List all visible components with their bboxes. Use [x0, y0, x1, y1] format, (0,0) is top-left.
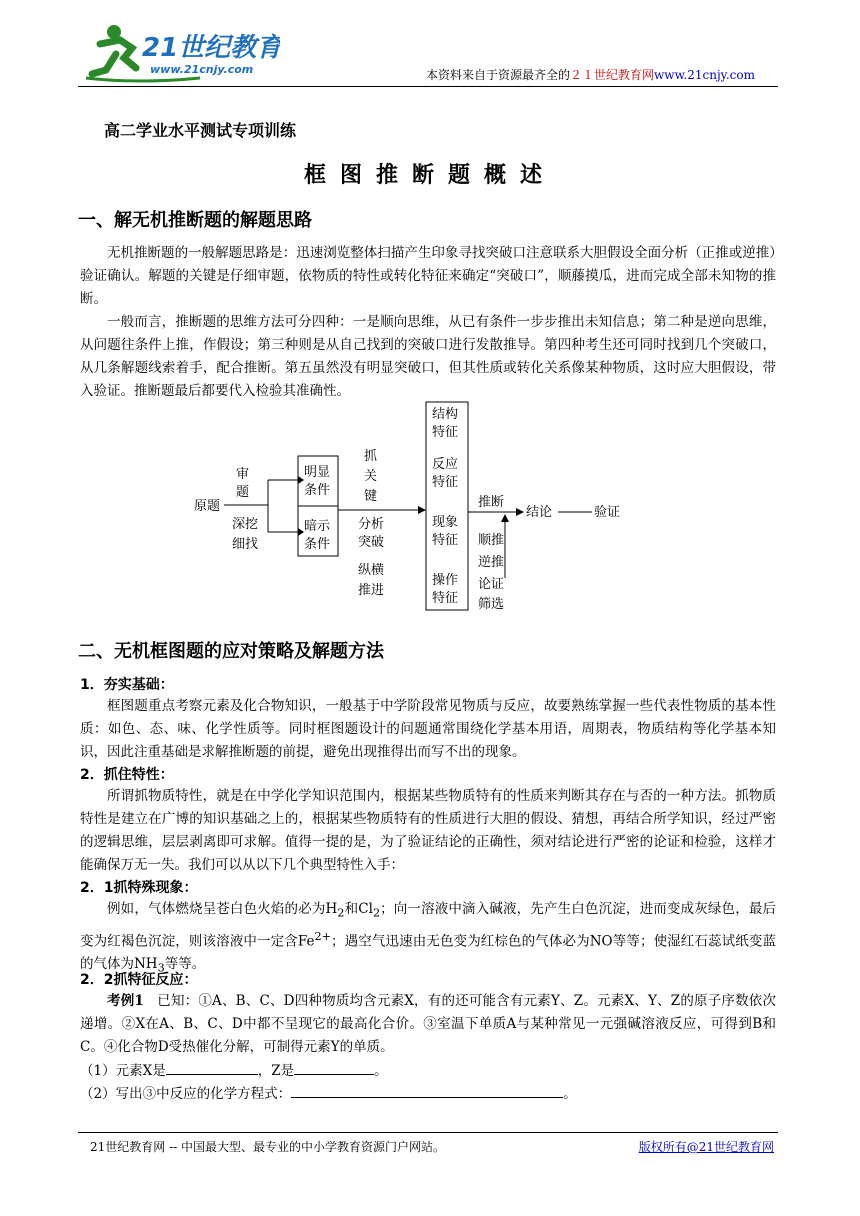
svg-text:推断: 推断 [478, 495, 505, 510]
header-source: 本资料来自于资源最齐全的２１世纪教育网www.21cnjy.com [426, 68, 755, 82]
site-logo [80, 18, 280, 86]
header-rule [78, 86, 778, 87]
svg-text:细找: 细找 [232, 537, 259, 552]
svg-text:纵横: 纵横 [358, 563, 385, 578]
svg-text:21世纪教育: 21世纪教育 [142, 33, 280, 63]
question-1: （1）元素X是 ，Z是 。 [80, 1059, 388, 1079]
header-url[interactable]: www.21cnjy.com [654, 68, 755, 82]
answer-blank-equation[interactable] [291, 1083, 563, 1098]
s2-heading: 2．抓住特性： [80, 767, 174, 783]
s21-paragraph: 例如，气体燃烧呈苍白色火焰的必为$H_2$和$Cl_2$；向一溶液中滴入碱液，先产生白色沉淀，进而变成灰绿色，最后变为红褐色沉淀，则该溶液中一定含$Fe^{2+}$；遇空气迅速由无色变为红棕色的气体必为NO等等；使湿红石蕊试纸变蓝的气体为$NH_3$等等。 [80, 901, 777, 975]
svg-text:突破: 突破 [358, 535, 385, 550]
doc-title: 框图推断题概述 [303, 163, 556, 188]
footer-rule [78, 1132, 778, 1133]
section2-heading: 二、无机框图题的应对策略及解题方法 [78, 641, 384, 662]
footer-text: 21世纪教育网 -- 中国最大型、最专业的中小学教育资源门户网站。 [90, 1140, 446, 1154]
svg-text:结论: 结论 [526, 505, 553, 520]
s2-paragraph: 所谓抓物质特性，就是在中学化学知识范围内，根据某些物质特有的性质来判断其存在与否的一种方法。抓物质特性是建立在广博的知识基础之上的，根据某些物质特有的性质进行大胆的假设、猜想，再结合所学知识，经过严密的逻辑思维，层层剥离即可求解。值得一提的是，为了验证结论的正确性，须对结论进行严密的论证和检验，这样才能确保万无一失。我们可以从以下几个典型特性入手： [80, 788, 776, 873]
svg-text:特征: 特征 [432, 533, 459, 548]
doc-subtitle: 高二学业水平测试专项训练 [104, 121, 297, 140]
svg-text:审: 审 [236, 467, 250, 482]
svg-text:明显: 明显 [304, 465, 331, 480]
svg-text:结构: 结构 [432, 407, 459, 422]
svg-text:www.21cnjy.com: www.21cnjy.com [150, 63, 254, 76]
svg-text:条件: 条件 [304, 483, 331, 498]
svg-text:顺推: 顺推 [478, 533, 505, 548]
s1-heading: 1．夯实基础： [80, 677, 174, 693]
s22-heading: 2．2抓特征反应： [80, 972, 198, 988]
svg-text:特征: 特征 [432, 591, 459, 606]
answer-blank-x[interactable] [166, 1060, 258, 1075]
footer-copyright-link[interactable]: 版权所有@21世纪教育网 [638, 1140, 774, 1154]
svg-text:深挖: 深挖 [232, 517, 259, 532]
s21-heading: 2．1抓特殊现象： [80, 880, 198, 896]
svg-text:条件: 条件 [304, 537, 331, 552]
s1-paragraph: 框图题重点考察元素及化合物知识，一般基于中学阶段常见物质与反应，故要熟练掌握一些代表性物质的基本性质：如色、态、味、化学性质等。同时框图题设计的问题通常围绕化学基本用语，周期表，物质结构等化学基本知识，因此注重基础是求解推断题的前提，避免出现推得出而写不出的现象。 [80, 698, 776, 760]
svg-text:验证: 验证 [594, 505, 621, 520]
example-1: 考例1 已知：①A、B、C、D四种物质均含元素X，有的还可能含有元素Y、Z。元素X、Y、Z的原子序数依次递增。②X在A、B、C、D中都不呈现它的最高化合价。③室温下单质A与某种常见一元强碱溶液反应，可得到B和C。④化合物D受热催化分解，可制得元素Y的单质。 [80, 993, 776, 1055]
answer-blank-z[interactable] [294, 1060, 374, 1075]
svg-text:分析: 分析 [358, 517, 385, 532]
svg-text:操作: 操作 [432, 573, 459, 588]
svg-text:筛选: 筛选 [478, 597, 505, 612]
svg-text:特征: 特征 [432, 475, 459, 490]
section1-para2: 一般而言，推断题的思维方法可分四种：一是顺向思维，从已有条件一步步推出未知信息；第二种是逆向思维，从问题往条件上推，作假设；第三种则是从自己找到的突破口进行发散推导。第四种考生还可同时找到几个突破口，从几条解题线索着手，配合推断。第五虽然没有明显突破口，但其性质或转化关系像某种物质，这时应大胆假设，带入验证。推断题最后都要代入检验其准确性。 [80, 314, 776, 399]
reasoning-flowchart [180, 400, 640, 615]
svg-text:题: 题 [236, 485, 250, 500]
svg-text:论证: 论证 [478, 577, 505, 592]
node-start: 原题 [194, 499, 221, 514]
svg-text:反应: 反应 [432, 457, 459, 472]
svg-text:抓: 抓 [364, 449, 378, 464]
section1-heading: 一、解无机推断题的解题思路 [78, 210, 312, 231]
svg-text:暗示: 暗示 [304, 519, 331, 534]
svg-text:逆推: 逆推 [478, 555, 505, 570]
svg-text:关: 关 [364, 469, 378, 484]
svg-text:推进: 推进 [358, 583, 385, 598]
question-2: （2）写出③中反应的化学方程式： 。 [80, 1082, 577, 1102]
svg-text:键: 键 [364, 489, 378, 504]
svg-text:现象: 现象 [432, 515, 459, 530]
section1-para1: 无机推断题的一般解题思路是：迅速浏览整体扫描产生印象寻找突破口注意联系大胆假设全面分析（正推或逆推）验证确认。解题的关键是仔细审题，依物质的特性或转化特征来确定“突破口”，顺藤摸瓜，进而完成全部未知物的推断。 [80, 245, 776, 307]
svg-text:特征: 特征 [432, 425, 459, 440]
